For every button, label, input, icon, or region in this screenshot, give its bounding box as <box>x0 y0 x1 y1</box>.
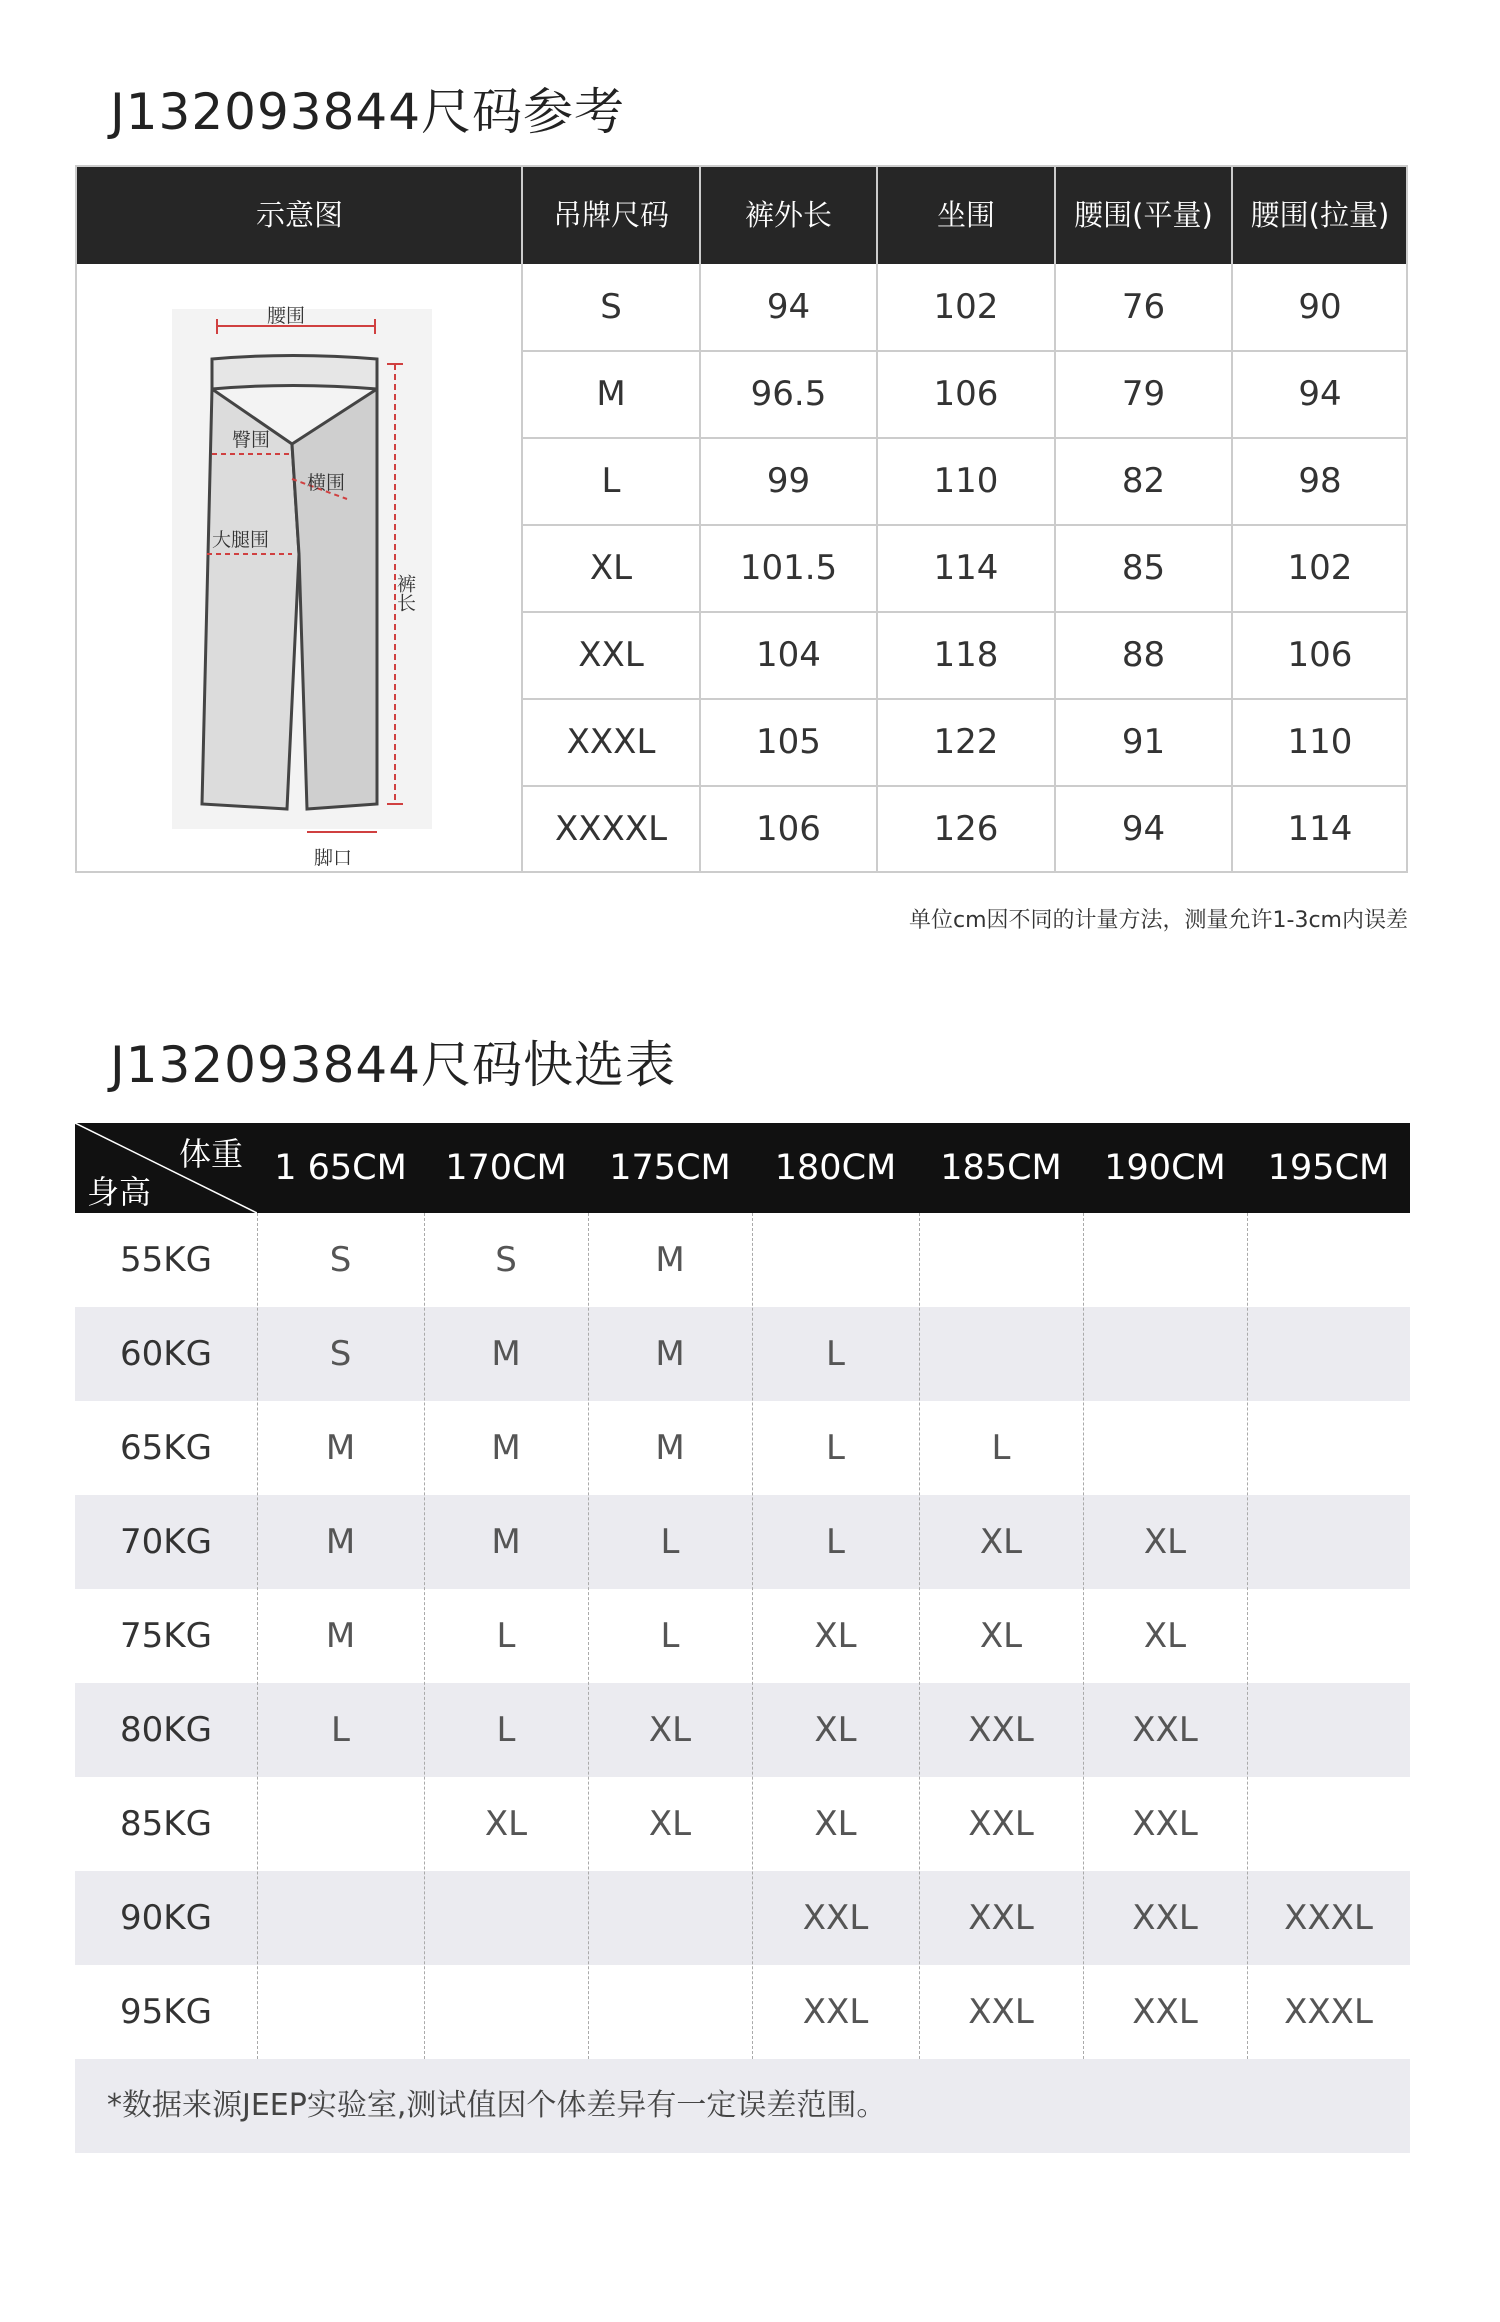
size-cell: S <box>495 1240 517 1280</box>
ref-cell: 106 <box>756 809 821 849</box>
table-row <box>75 1213 1410 1307</box>
ref-col-divider <box>521 167 523 871</box>
ref-header-4: 腰围(平量) <box>1074 198 1213 232</box>
label-thigh: 大腿围 <box>212 529 270 551</box>
size-cell: XXL <box>968 1898 1034 1938</box>
height-column-header: 195CM <box>1267 1148 1390 1188</box>
height-column-header: 170CM <box>445 1148 567 1188</box>
size-cell: XL <box>648 1804 692 1844</box>
size-cell <box>1247 1307 1410 1401</box>
size-cell: XL <box>979 1522 1023 1562</box>
ref-col-divider <box>876 167 878 871</box>
pants-illustration <box>77 264 522 873</box>
size-reference-table <box>75 165 1408 873</box>
ref-cell: 104 <box>756 635 821 675</box>
ref-cell: 99 <box>766 461 811 501</box>
height-column-header: 175CM <box>609 1148 731 1188</box>
size-cell: S <box>329 1240 352 1280</box>
table-row <box>75 1307 1410 1401</box>
table-row <box>75 1683 1410 1777</box>
ref-cell: 96.5 <box>750 374 827 414</box>
ref-cell: 106 <box>1287 635 1353 675</box>
column-divider <box>257 1213 258 2059</box>
label-length: 裤长 <box>394 574 416 612</box>
size-cell <box>1247 1401 1410 1495</box>
size-cell: L <box>660 1522 680 1562</box>
ref-header-5: 腰围(拉量) <box>1250 198 1390 232</box>
size-cell <box>588 1965 752 2059</box>
ref-cell: 102 <box>1287 548 1353 588</box>
ref-size-label: S <box>600 287 622 327</box>
weight-row-label: 65KG <box>120 1428 212 1468</box>
corner-height-label: 身高 <box>87 1173 152 1211</box>
ref-col-divider <box>699 167 701 871</box>
height-column-header: 1 65CM <box>274 1148 407 1188</box>
ref-col-divider <box>1231 167 1233 871</box>
size-cell: M <box>491 1522 521 1562</box>
size-cell: M <box>655 1240 685 1280</box>
size-cell: XXL <box>968 1992 1034 2032</box>
size-cell: M <box>655 1334 685 1374</box>
quick-select-title: J132093844尺码快选表 <box>110 1036 677 1094</box>
ref-cell: 106 <box>933 374 999 414</box>
size-cell <box>1247 1683 1410 1777</box>
size-cell <box>1247 1777 1410 1871</box>
size-cell <box>752 1213 919 1307</box>
size-cell <box>1247 1213 1410 1307</box>
size-cell: M <box>491 1428 521 1468</box>
ref-cell: 94 <box>1298 374 1342 414</box>
size-cell <box>424 1965 588 2059</box>
weight-row-label: 95KG <box>120 1992 212 2032</box>
ref-cell: 79 <box>1121 374 1166 414</box>
ref-size-label: XXXL <box>566 722 656 762</box>
size-cell: M <box>325 1522 356 1562</box>
weight-row-label: 60KG <box>120 1334 212 1374</box>
pants-diagram <box>77 264 522 873</box>
table-row <box>75 1589 1410 1683</box>
ref-cell: 101.5 <box>739 548 838 588</box>
ref-cell: 110 <box>933 461 999 501</box>
size-cell <box>1083 1307 1247 1401</box>
weight-row-label: 70KG <box>120 1522 212 1562</box>
data-source-footer <box>75 2059 1410 2153</box>
ref-header-0: 示意图 <box>255 198 343 232</box>
size-cell: L <box>496 1616 516 1656</box>
size-cell: XL <box>648 1710 692 1750</box>
size-cell: M <box>325 1616 356 1656</box>
column-divider <box>588 1213 589 2059</box>
height-column-header: 185CM <box>940 1148 1062 1188</box>
column-divider <box>424 1213 425 2059</box>
size-cell: XL <box>814 1804 857 1844</box>
size-cell <box>1083 1213 1247 1307</box>
size-cell <box>257 1965 424 2059</box>
ref-cell: 88 <box>1121 635 1166 675</box>
weight-row-label: 90KG <box>120 1898 212 1938</box>
column-divider <box>1083 1213 1084 2059</box>
size-cell: L <box>496 1710 516 1750</box>
size-reference-title: J132093844尺码参考 <box>110 83 626 141</box>
label-waist: 腰围 <box>267 305 306 327</box>
ref-cell: 102 <box>933 287 999 327</box>
weight-row-label: 85KG <box>120 1804 212 1844</box>
size-cell: L <box>991 1428 1011 1468</box>
ref-header-2: 裤外长 <box>744 198 832 232</box>
ref-cell: 82 <box>1121 461 1166 501</box>
column-divider <box>1247 1213 1248 2059</box>
corner-weight-label: 体重 <box>178 1135 243 1173</box>
size-cell: XXL <box>1132 1992 1198 2032</box>
table-row <box>75 1871 1410 1965</box>
label-hem: 脚口 <box>314 847 353 869</box>
ref-cell: 90 <box>1298 287 1342 327</box>
size-cell: XXL <box>1132 1898 1198 1938</box>
ref-cell: 105 <box>756 722 821 762</box>
ref-size-label: XL <box>589 548 633 588</box>
size-cell <box>1247 1495 1410 1589</box>
ref-cell: 85 <box>1121 548 1166 588</box>
size-cell: L <box>826 1428 845 1468</box>
size-cell <box>257 1777 424 1871</box>
size-cell: L <box>826 1522 845 1562</box>
height-column-header: 180CM <box>774 1148 897 1188</box>
label-hip: 臀围 <box>232 429 271 451</box>
size-cell: L <box>660 1616 680 1656</box>
size-cell <box>919 1213 1083 1307</box>
size-cell: XXL <box>968 1710 1034 1750</box>
table-row <box>75 1777 1410 1871</box>
size-cell: XXL <box>802 1992 869 2032</box>
ref-cell: 114 <box>933 548 999 588</box>
size-cell: M <box>325 1428 356 1468</box>
size-cell: XXL <box>1132 1804 1198 1844</box>
ref-cell: 126 <box>933 809 999 849</box>
size-cell: L <box>826 1334 845 1374</box>
quick-select-header <box>75 1123 1410 1213</box>
column-divider <box>919 1213 920 2059</box>
ref-size-label: XXL <box>578 635 644 675</box>
corner-cell <box>75 1123 257 1213</box>
ref-cell: 110 <box>1287 722 1353 762</box>
ref-cell: 76 <box>1121 287 1166 327</box>
size-cell: M <box>655 1428 685 1468</box>
measurement-note: 单位cm因不同的计量方法，测量允许1-3cm内误差 <box>909 908 1408 933</box>
ref-cell: 94 <box>766 287 811 327</box>
table-row <box>75 1965 1410 2059</box>
ref-cell: 94 <box>1121 809 1166 849</box>
size-cell: XXL <box>1132 1710 1198 1750</box>
size-cell <box>1083 1401 1247 1495</box>
ref-cell: 91 <box>1121 722 1166 762</box>
table-row <box>75 1401 1410 1495</box>
size-cell: XL <box>979 1616 1023 1656</box>
ref-header-3: 坐围 <box>936 198 995 232</box>
label-crotch: 横围 <box>307 472 346 494</box>
size-cell <box>588 1871 752 1965</box>
size-cell: XL <box>814 1616 857 1656</box>
size-cell <box>1247 1589 1410 1683</box>
weight-row-label: 55KG <box>120 1240 212 1280</box>
quick-select-table <box>75 1123 1410 2153</box>
ref-cell: 122 <box>933 722 999 762</box>
column-divider <box>752 1213 753 2059</box>
size-cell: XXXL <box>1284 1992 1373 2032</box>
size-cell: XL <box>484 1804 528 1844</box>
ref-cell: 114 <box>1287 809 1353 849</box>
ref-cell: 98 <box>1298 461 1342 501</box>
table-row <box>75 1495 1410 1589</box>
size-cell <box>919 1307 1083 1401</box>
footer-text: *数据来源JEEP实验室,测试值因个体差异有一定误差范围。 <box>107 2088 887 2123</box>
size-cell <box>424 1871 588 1965</box>
ref-header-1: 吊牌尺码 <box>552 198 669 232</box>
size-cell <box>257 1871 424 1965</box>
size-cell: L <box>331 1710 350 1750</box>
size-cell: XXL <box>968 1804 1034 1844</box>
size-cell: M <box>491 1334 521 1374</box>
size-cell: XXL <box>802 1898 869 1938</box>
ref-size-label: XXXXL <box>554 809 668 849</box>
ref-size-label: M <box>596 374 626 414</box>
ref-col-divider <box>1054 167 1056 871</box>
size-cell: XL <box>1143 1616 1187 1656</box>
ref-cell: 118 <box>933 635 999 675</box>
size-cell: S <box>329 1334 352 1374</box>
ref-size-label: L <box>601 461 621 501</box>
size-cell: XXXL <box>1284 1898 1373 1938</box>
size-cell: XL <box>1143 1522 1187 1562</box>
size-cell: XL <box>814 1710 857 1750</box>
weight-row-label: 80KG <box>120 1710 212 1750</box>
weight-row-label: 75KG <box>120 1616 212 1656</box>
height-column-header: 190CM <box>1104 1148 1226 1188</box>
